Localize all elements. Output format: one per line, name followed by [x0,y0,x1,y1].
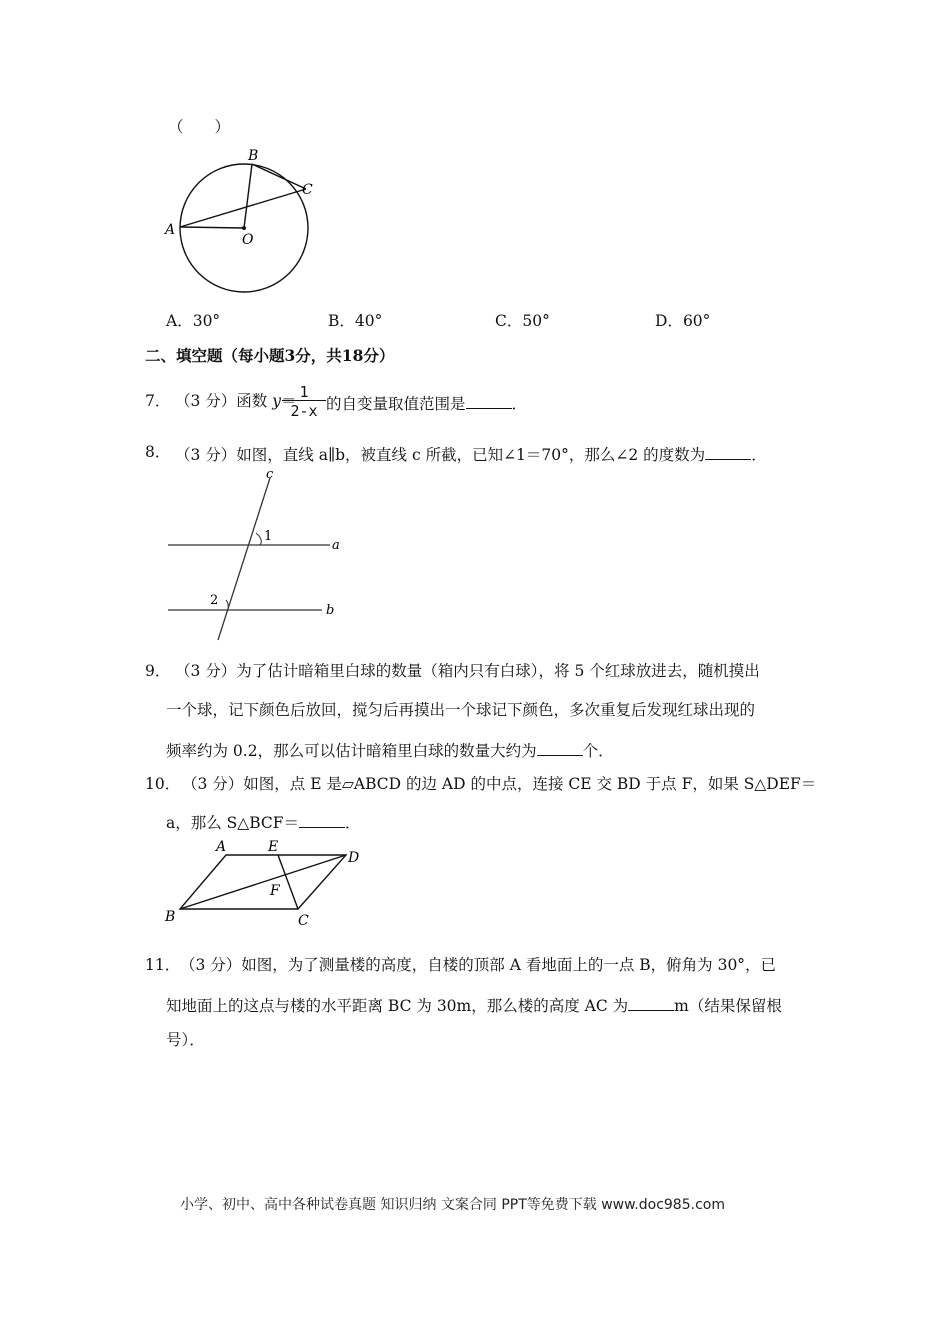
q11-line2: 知地面上的这点与楼的水平距离 BC 为 30m，那么楼的高度 AC 为 m（结果保留根 [166,997,782,1015]
q7-stem: （3 分）函数 y＝ [175,392,297,410]
label-a: a [332,538,340,553]
label-B: B [165,909,176,925]
q9-line3: 频率约为 0.2，那么可以估计暗箱里白球的数量大约为 个． [166,742,614,760]
circle-figure [160,140,330,310]
q11-line1: （3 分）如图，为了测量楼的高度，自楼的顶部 A 看地面上的一点 B，俯角为 30°，已 [180,956,777,974]
label-B: B [248,148,259,164]
q7-fraction: 1 2-x [282,383,326,420]
q11-number: 11． [145,956,181,974]
q11-blank [628,996,674,1011]
label-O: O [242,232,254,248]
footer-text: 小学、初中、高中各种试卷真题 知识归纳 文案合同 PPT等免费下载 www.doc985.com [180,1197,725,1213]
parallelogram-figure [160,835,370,930]
q7-tail: 的自变量取值范围是 ． [326,395,528,413]
q10-blank [299,813,345,828]
q9-number: 9． [145,662,171,680]
label-C: C [302,182,313,198]
label-A: A [165,222,176,238]
label-D: D [348,850,360,866]
q8-number: 8． [145,443,171,461]
option-d: D．60° [655,312,711,330]
label-b: b [326,603,335,618]
label-1: 1 [264,529,273,544]
answer-parenthesis: （ ） [168,118,231,136]
q10-line2: a，那么 S△BCF＝ ． [166,814,361,832]
q7-number: 7． [145,392,171,410]
option-b: B．40° [328,312,383,330]
option-a: A．30° [166,312,221,330]
label-c: c [266,470,274,482]
q9-blank [537,741,583,756]
option-c: C．50° [495,312,550,330]
label-E: E [268,839,279,855]
q8-stem: （3 分）如图，直线 a∥b，被直线 c 所截，已知∠1＝70°，那么∠2 的度数为 ． [175,446,767,464]
section-title: 二、填空题（每小题3分，共18分） [145,346,395,365]
q11-line3: 号）． [166,1031,205,1049]
label-A: A [216,839,227,855]
q8-blank [705,445,751,460]
q7-blank [466,394,512,409]
q9-line2: 一个球，记下颜色后放回，搅匀后再摸出一个球记下颜色，多次重复后发现红球出现的 [166,701,756,719]
q10-number: 10． [145,775,181,793]
parallel-lines-figure [160,470,360,645]
label-C: C [298,913,309,929]
q10-line1: （3 分）如图，点 E 是▱ABCD 的边 AD 的中点，连接 CE 交 BD 于点 F，如果 S△DEF＝ [182,775,817,793]
q9-line1: （3 分）为了估计暗箱里白球的数量（箱内只有白球），将 5 个红球放进去，随机摸出 [175,662,760,680]
label-F: F [270,883,280,899]
label-2: 2 [210,593,219,608]
